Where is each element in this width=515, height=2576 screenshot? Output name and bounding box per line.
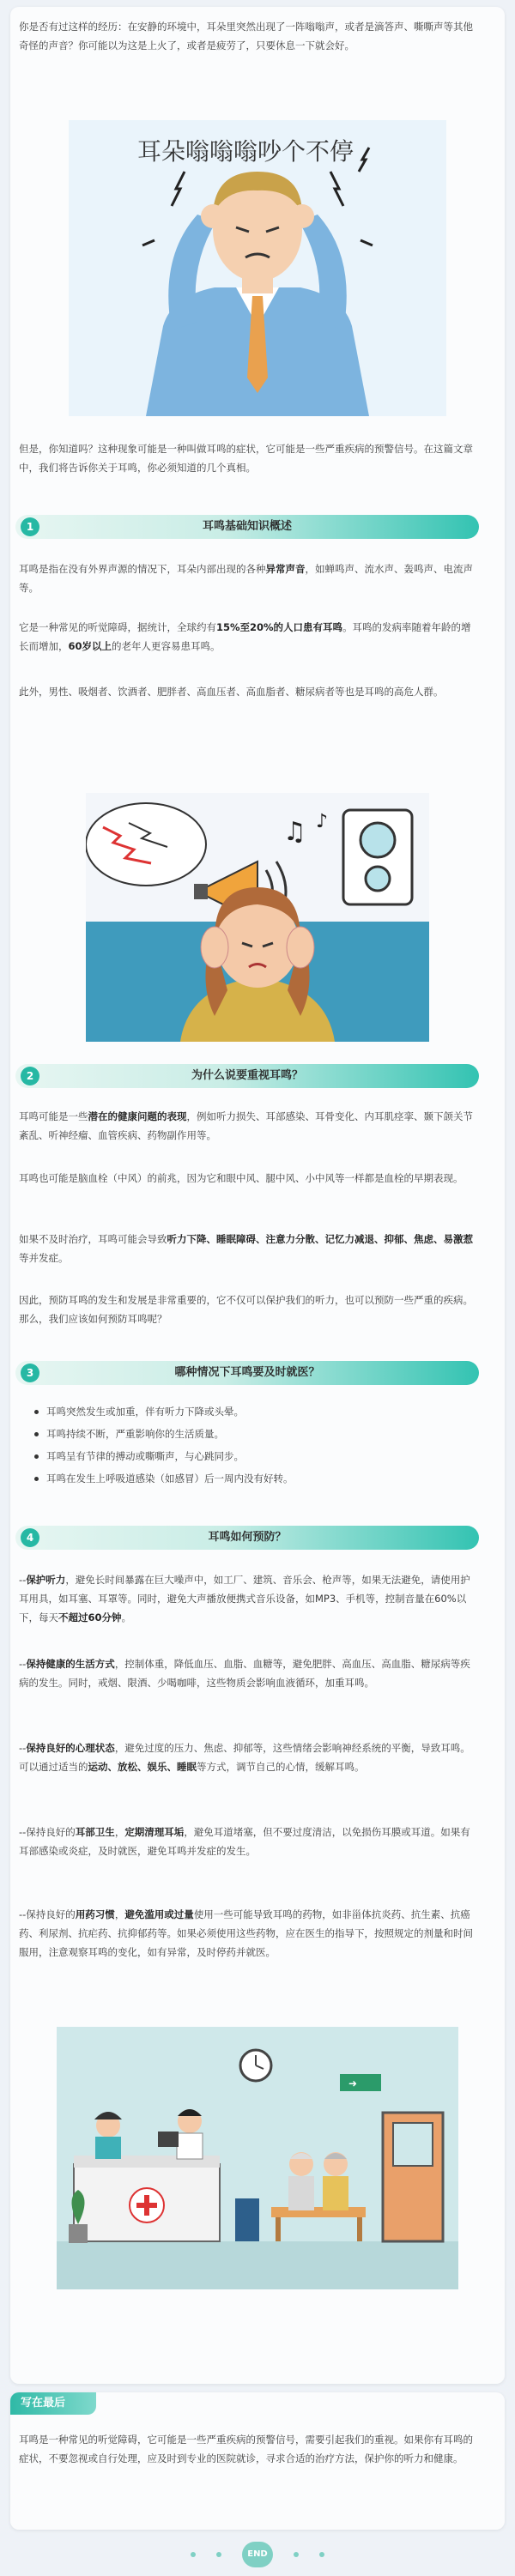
section-header-3: [15, 1361, 479, 1385]
list-item: 耳鸣持续不断，严重影响你的生活质量。: [34, 1423, 464, 1445]
hospital-illustration: [57, 2027, 458, 2289]
ending-paragraph: 耳鸣是一种常见的听觉障碍，它可能是一些严重疾病的预警信号，需要引起我们的重视。如果你有耳鸣的症状，不要忽视或自行处理，应及时到专业的医院就诊，寻求合适的治疗方法，保护你的听力和健康。: [19, 2434, 473, 2464]
section1-paragraph-2: 它是一种常见的听觉障碍，据统计，全球约有15%至20%的人口患有耳鸣。耳鸣的发病率随着年龄的增长而增加，60岁以上的老年人更容易患耳鸣。: [19, 621, 471, 652]
list-item: 耳鸣突然发生或加重，伴有听力下降或头晕。: [34, 1400, 464, 1423]
section-header-2: [15, 1064, 479, 1088]
section-number: 4: [21, 1528, 39, 1547]
section-title: 哪种情况下耳鸣要及时就医？: [174, 1366, 320, 1379]
intro-paragraph: 你是否有过这样的经历：在安静的环境中，耳朵里突然出现了一阵嗡嗡声，或者是滴答声、嘶嘶声等其他奇怪的声音？你可能以为这是上火了，或者是疲劳了，只要休息一下就会好。: [19, 21, 473, 51]
section-number: 3: [21, 1364, 39, 1382]
section2-paragraph-4: 因此，预防耳鸣的发生和发展是非常重要的，它不仅可以保护我们的听力，也可以预防一些严重的疾病。那么，我们应该如何预防耳鸣呢？: [19, 1294, 473, 1325]
ending-tag: 写在最后: [10, 2392, 96, 2415]
list-item: 耳鸣在发生上呼吸道感染（如感冒）后一周内没有好转。: [34, 1467, 464, 1490]
svg-text:♪: ♪: [316, 811, 329, 832]
footer-dot: [216, 2552, 221, 2557]
tinnitus-man-illustration: [69, 120, 446, 416]
illustration-caption: 耳朵嗡嗡嗡吵个不停: [137, 137, 354, 166]
end-footer: [0, 2542, 515, 2571]
section1-paragraph-3: 此外，男性、吸烟者、饮酒者、肥胖者、高血压者、高血脂者、糖尿病者等也是耳鸣的高危人群。: [19, 686, 444, 698]
section-header-4: [15, 1526, 479, 1550]
end-badge: END: [242, 2542, 273, 2567]
symptom-list: [34, 1400, 464, 1490]
noise-woman-illustration: [86, 793, 429, 1042]
section2-paragraph-3: 如果不及时治疗，耳鸣可能会导致听力下降、睡眠障碍、注意力分散、记忆力减退、抑郁、焦虑、易激惹等并发症。: [19, 1233, 473, 1264]
section-title: 耳鸣如何预防？: [208, 1531, 287, 1544]
svg-text:➜: ➜: [348, 2077, 358, 2089]
intro-paragraph-2: 但是，你知道吗？这种现象可能是一种叫做耳鸣的症状，它可能是一些严重疾病的预警信号。在这篇文章中，我们将告诉你关于耳鸣，你必须知道的几个真相。: [19, 443, 473, 474]
footer-dot: [294, 2552, 299, 2557]
prevention-tip-4: --保持良好的耳部卫生，定期清理耳垢，避免耳道堵塞，但不要过度清洁，以免损伤耳膜或耳道。如果有耳部感染或炎症，及时就医，避免耳鸣并发症的发生。: [19, 1826, 470, 1857]
prevention-tip-2: --保持健康的生活方式，控制体重，降低血压、血脂、血糖等，避免肥胖、高血压、高血脂、糖尿病等疾病的发生。同时，戒烟、限酒、少喝咖啡，这些物质会影响血液循环，加重耳鸣。: [19, 1658, 470, 1689]
section-number: 2: [21, 1067, 39, 1085]
prevention-tip-5: --保持良好的用药习惯，避免滥用或过量使用一些可能导致耳鸣的药物，如非甾体抗炎药、抗生素、抗癌药、利尿剂、抗疟药、抗抑郁药等。如果必须使用这些药物，应在医生的指导下，按照规定的剂量和时间服用，注意观察耳鸣的变化，如有异常，及时停药并就医。: [19, 1908, 473, 1958]
section-header-1: [15, 515, 479, 539]
list-item: 耳鸣呈有节律的搏动或嘶嘶声，与心跳同步。: [34, 1445, 464, 1467]
prevention-tip-1: --保护听力，避免长时间暴露在巨大噪声中，如工厂、建筑、音乐会、枪声等，如果无法避免，请使用护耳用具，如耳塞、耳罩等。同时，避免大声播放便携式音乐设备，如MP3、手机等，控制音量在60%以下，每天不超过60分钟。: [19, 1574, 470, 1624]
section-title: 耳鸣基础知识概述: [202, 520, 292, 533]
section2-paragraph-2: 耳鸣也可能是脑血栓（中风）的前兆，因为它和眼中风、腿中风、小中风等一样都是血栓的早期表现。: [19, 1172, 464, 1184]
prevention-tip-3: --保持良好的心理状态，避免过度的压力、焦虑、抑郁等，这些情绪会影响神经系统的平衡，导致耳鸣。可以通过适当的运动、放松、娱乐、睡眠等方式，调节自己的心情，缓解耳鸣。: [19, 1742, 470, 1773]
footer-dot: [191, 2552, 196, 2557]
section1-paragraph-1: 耳鸣是指在没有外界声源的情况下，耳朵内部出现的各种异常声音，如蝉鸣声、流水声、轰鸣声、电流声等。: [19, 563, 473, 594]
svg-text:♫: ♫: [283, 817, 306, 847]
section-title: 为什么说要重视耳鸣？: [191, 1069, 303, 1082]
section2-paragraph-1: 耳鸣可能是一些潜在的健康问题的表现，例如听力损失、耳部感染、耳骨变化、内耳肌痉挛、颞下颌关节紊乱、听神经瘤、血管疾病、药物副作用等。: [19, 1110, 473, 1141]
section-number: 1: [21, 517, 39, 536]
footer-dot: [319, 2552, 324, 2557]
